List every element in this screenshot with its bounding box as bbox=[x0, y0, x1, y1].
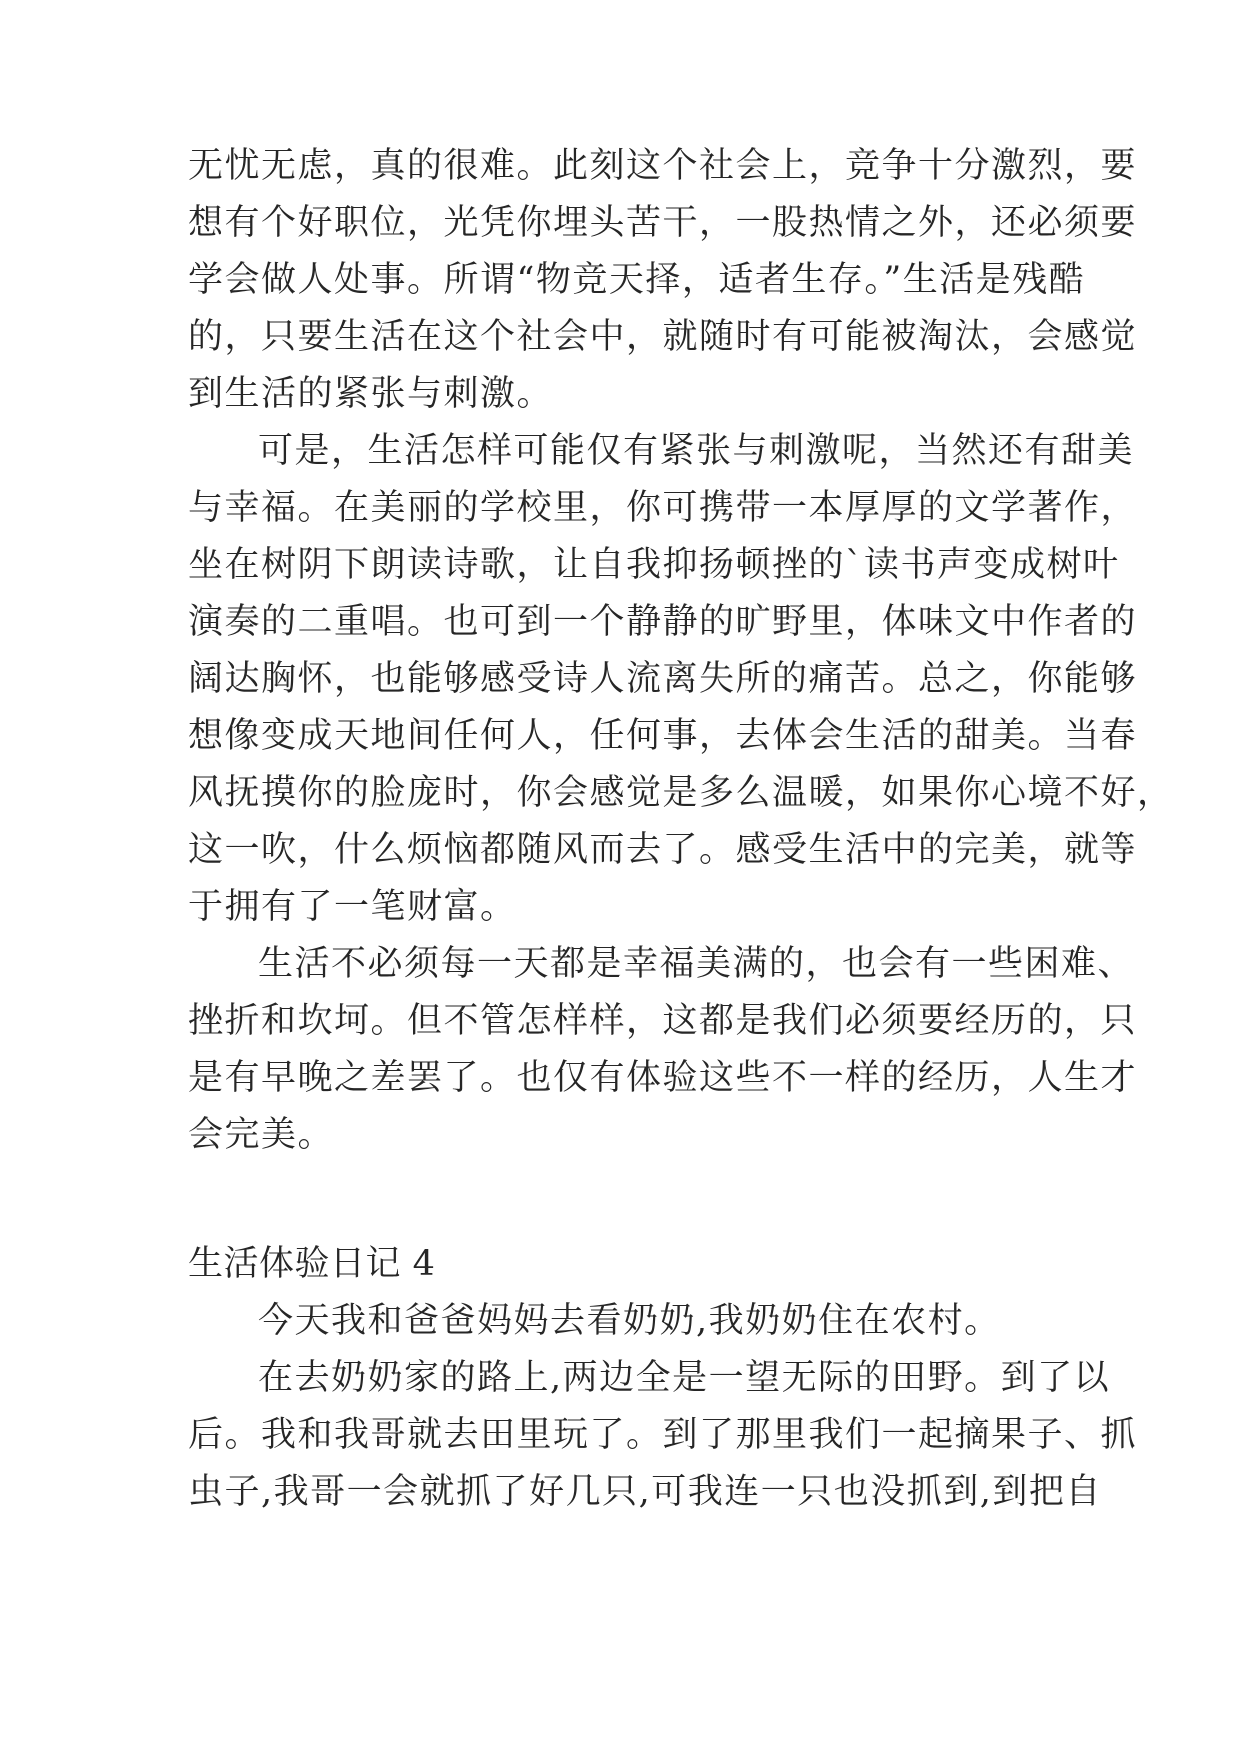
body-line: 演奏的二重唱。也可到一个静静的旷野里，体味文中作者的 bbox=[188, 602, 1138, 642]
body-line: 学会做人处事。所谓“物竞天择，适者生存。”生活是残酷 bbox=[188, 260, 1086, 300]
paragraph-start-line: 可是，生活怎样可能仅有紧张与刺激呢，当然还有甜美 bbox=[258, 431, 1135, 471]
body-line: 无忧无虑，真的很难。此刻这个社会上，竞争十分激烈，要 bbox=[188, 146, 1138, 186]
body-line: 虫子,我哥一会就抓了好几只,可我连一只也没抓到,到把自 bbox=[188, 1472, 1102, 1512]
body-line: 是有早晚之差罢了。也仅有体验这些不一样的经历，人生才 bbox=[188, 1058, 1138, 1098]
body-line: 于拥有了一笔财富。 bbox=[188, 887, 517, 927]
body-line: 坐在树阴下朗读诗歌，让自我抑扬顿挫的`读书声变成树叶 bbox=[188, 545, 1120, 585]
body-line: 挫折和坎坷。但不管怎样样，这都是我们必须要经历的，只 bbox=[188, 1001, 1138, 1041]
body-line: 想有个好职位，光凭你埋头苦干，一股热情之外，还必须要 bbox=[188, 203, 1138, 243]
body-line: 后。我和我哥就去田里玩了。到了那里我们一起摘果子、抓 bbox=[188, 1415, 1138, 1455]
body-line: 阔达胸怀，也能够感受诗人流离失所的痛苦。总之，你能够 bbox=[188, 659, 1138, 699]
body-line: 会完美。 bbox=[188, 1115, 335, 1155]
body-line: 这一吹，什么烦恼都随风而去了。感受生活中的完美，就等 bbox=[188, 830, 1138, 870]
section-heading: 生活体验日记 4 bbox=[188, 1244, 436, 1284]
body-line: 的，只要生活在这个社会中，就随时有可能被淘汰，会感觉 bbox=[188, 317, 1138, 357]
body-line: 与幸福。在美丽的学校里，你可携带一本厚厚的文学著作， bbox=[188, 488, 1138, 528]
body-line: 想像变成天地间任何人，任何事，去体会生活的甜美。当春 bbox=[188, 716, 1138, 756]
body-line: 风抚摸你的脸庞时，你会感觉是多么温暖，如果你心境不好， bbox=[188, 773, 1174, 813]
paragraph-start-line: 今天我和爸爸妈妈去看奶奶,我奶奶住在农村。 bbox=[258, 1301, 1001, 1341]
body-line: 到生活的紧张与刺激。 bbox=[188, 374, 554, 414]
paragraph-start-line: 在去奶奶家的路上,两边全是一望无际的田野。到了以 bbox=[258, 1358, 1111, 1398]
paragraph-start-line: 生活不必须每一天都是幸福美满的，也会有一些困难、 bbox=[258, 944, 1135, 984]
